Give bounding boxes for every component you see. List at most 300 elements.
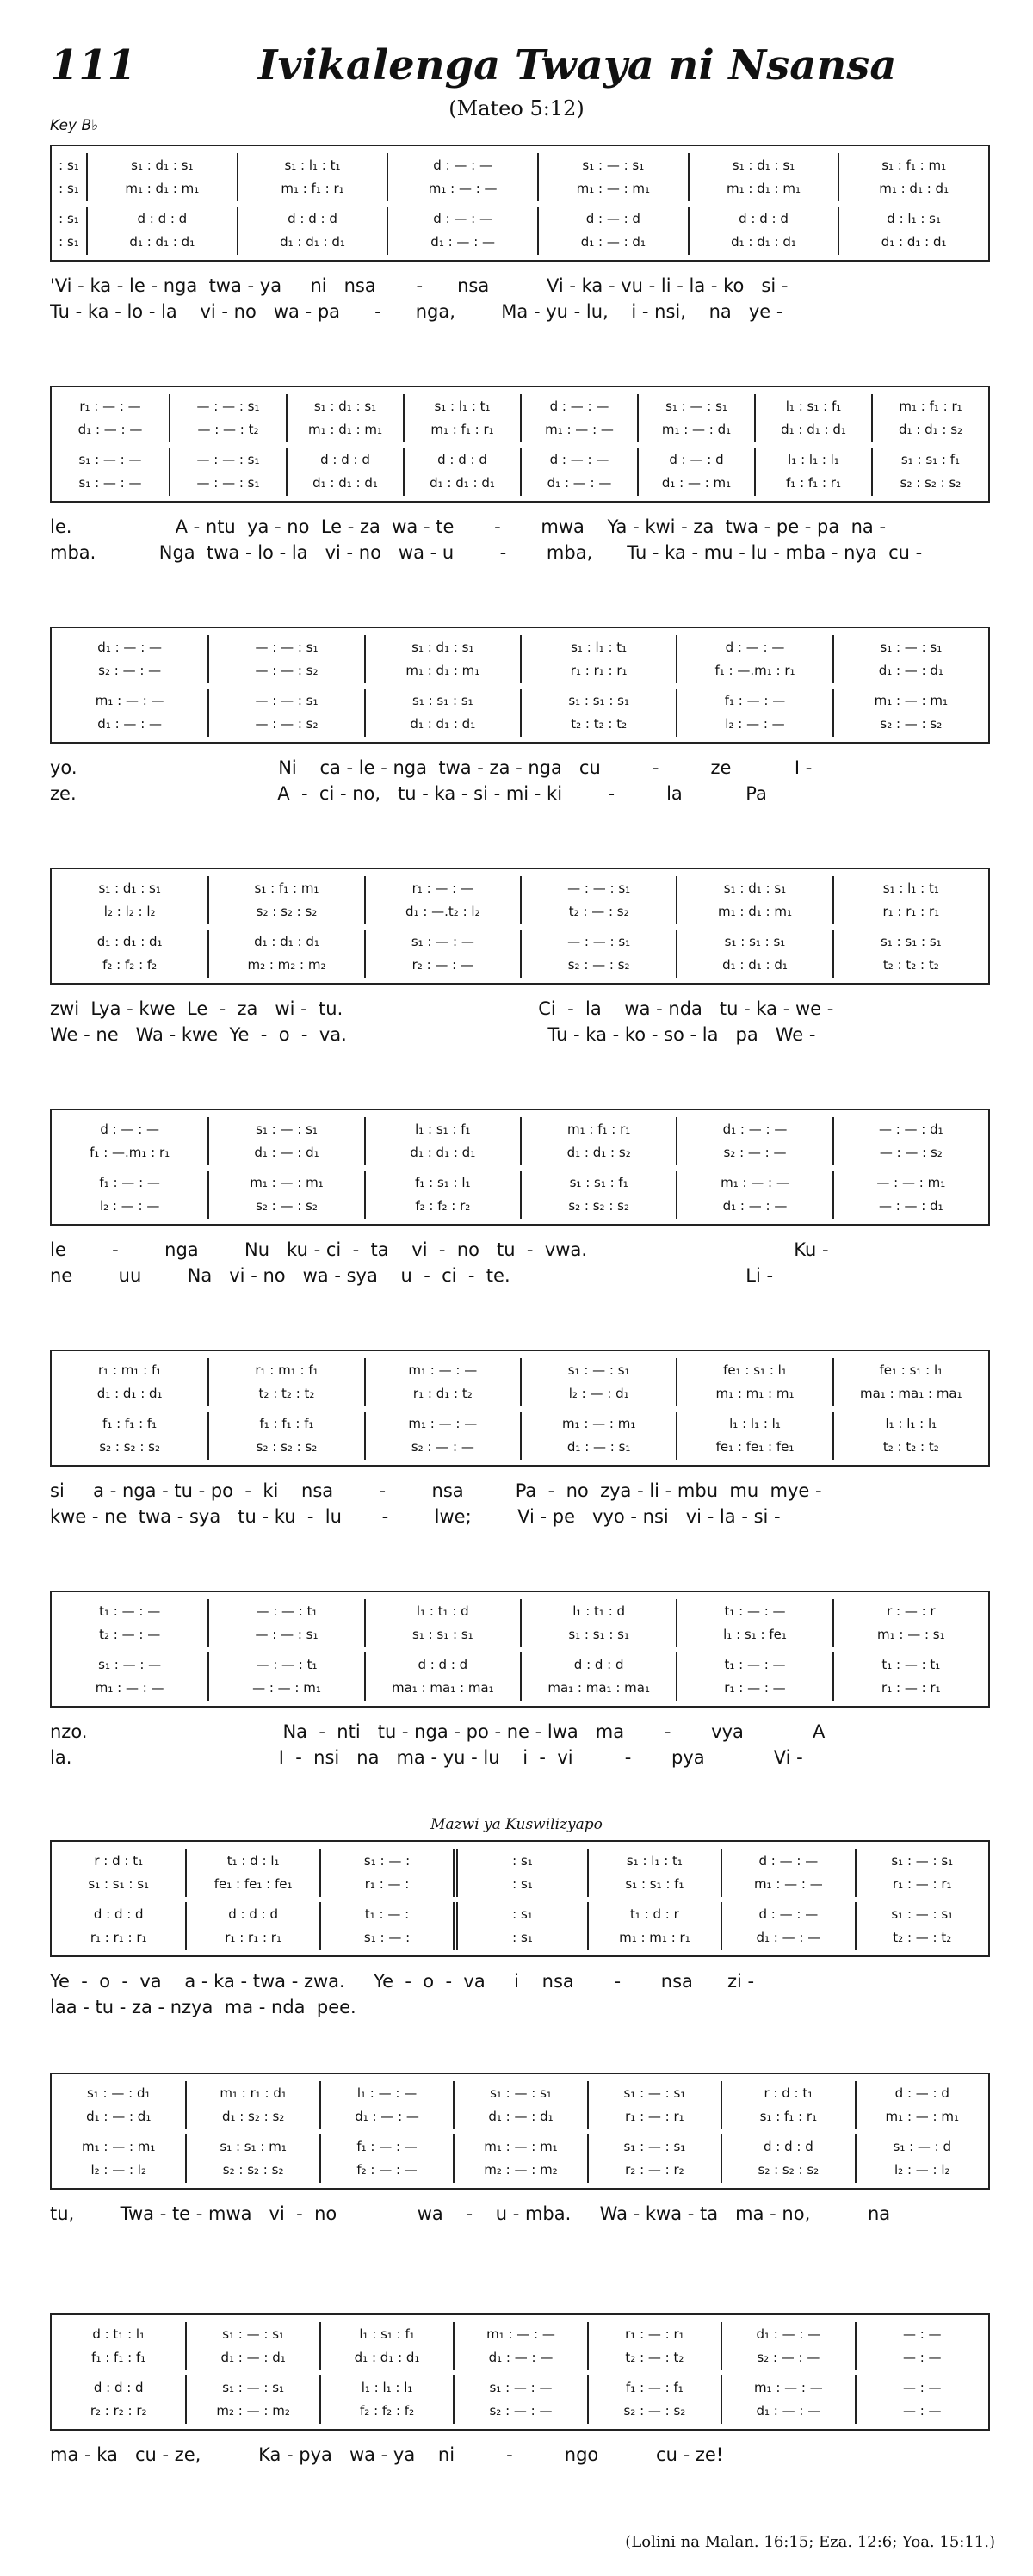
notation-box	[50, 386, 990, 503]
solfa-line-lower: m₁ : — : s₁	[877, 1627, 945, 1642]
measure	[52, 2081, 185, 2129]
solfa-line-upper: s₁ : d₁ : s₁	[723, 880, 787, 896]
solfa-line-lower: d₁ : d₁ : d₁	[881, 234, 947, 250]
lower-staff	[52, 1652, 988, 1701]
measure	[52, 1358, 207, 1406]
measure	[832, 1171, 988, 1219]
measure	[855, 1849, 988, 1897]
solfa-line-upper: d : d : d	[288, 211, 337, 226]
solfa-line-upper: t₁ : — : —	[724, 1657, 786, 1672]
solfa-line-upper: s₁ : f₁ : m₁	[254, 880, 319, 896]
measure	[676, 1117, 832, 1165]
measure	[832, 1117, 988, 1165]
solfa-line-lower: m₁ : m₁ : m₁	[715, 1386, 795, 1401]
solfa-line-lower: m₁ : — : —	[95, 1680, 164, 1696]
measure	[52, 394, 169, 442]
measure	[207, 635, 363, 683]
solfa-line-upper: m₁ : — : m₁	[874, 693, 949, 708]
lyric-verse-1: yo. Ni ca - le - nga twa - za - nga cu - ze I -	[50, 757, 813, 778]
notation-box	[50, 2073, 990, 2190]
solfa-line-lower: s₂ : — : —	[489, 2403, 553, 2418]
solfa-line-lower: l₂ : l₂ : l₂	[103, 904, 156, 919]
lower-staff	[52, 689, 988, 737]
solfa-line-lower: s₁ : s₁ : s₁	[568, 1627, 629, 1642]
solfa-line-upper: — : — : t₁	[256, 1603, 318, 1619]
solfa-line-lower: m₁ : — : m₁	[885, 2109, 959, 2124]
solfa-line-lower: m₁ : f₁ : r₁	[281, 181, 344, 196]
measure	[832, 635, 988, 683]
measure	[52, 1117, 207, 1165]
measure	[520, 930, 676, 978]
measure	[319, 1849, 453, 1897]
solfa-line-lower: r₁ : r₁ : r₁	[90, 1930, 147, 1945]
solfa-line-upper: — : — : s₁	[196, 452, 260, 467]
solfa-line-upper: s₁ : — : d	[893, 2139, 952, 2154]
measure	[587, 2081, 721, 2129]
solfa-line-lower: m₁ : d₁ : m₁	[308, 422, 382, 437]
solfa-line-upper: t₁ : — : —	[99, 1603, 161, 1619]
solfa-line-upper: r : d : t₁	[94, 1853, 144, 1869]
lyric-verse-1: Ye - o - va a - ka - twa - zwa. Ye - o - va i nsa - nsa zi -	[50, 1971, 755, 1992]
solfa-line-lower: t₂ : t₂ : t₂	[571, 716, 628, 732]
measure	[688, 207, 838, 255]
solfa-line-lower: d₁ : — : d₁	[580, 234, 646, 250]
measure	[520, 1171, 676, 1219]
solfa-line-lower: t₂ : t₂ : t₂	[882, 957, 939, 973]
solfa-line-lower: d₁ : d₁ : d₁	[280, 234, 345, 250]
solfa-line-lower: d₁ : — : d₁	[878, 663, 943, 678]
solfa-line-upper: s₁ : — : —	[411, 934, 474, 949]
lower-staff	[52, 1902, 988, 1950]
solfa-line-lower: d₁ : — : —	[756, 1930, 821, 1945]
solfa-line-lower: r₁ : — : r₁	[881, 1680, 941, 1696]
solfa-line-upper: s₁ : — : s₁	[665, 398, 727, 414]
solfa-line-upper: m₁ : — : —	[721, 1175, 789, 1190]
solfa-line-lower: t₂ : — : t₂	[893, 1930, 952, 1945]
solfa-line-lower: s₂ : — : —	[757, 2350, 820, 2365]
solfa-line-upper: r₁ : — : r₁	[625, 2326, 684, 2342]
measure	[832, 1412, 988, 1460]
solfa-line-upper: d : d : d	[93, 1906, 144, 1922]
measure	[207, 1117, 363, 1165]
solfa-line-upper: d : t₁ : l₁	[92, 2326, 145, 2342]
solfa-line-upper: m₁ : — : m₁	[250, 1175, 324, 1190]
solfa-line-lower: fe₁ : fe₁ : fe₁	[213, 1876, 293, 1892]
notation-box	[50, 1591, 990, 1708]
solfa-line-upper: d : d : d	[228, 1906, 278, 1922]
measure	[520, 448, 637, 496]
measure	[52, 1171, 207, 1219]
measure	[364, 876, 520, 924]
solfa-line-upper: m₁ : — : —	[408, 1416, 478, 1431]
measure	[453, 2134, 586, 2183]
solfa-line-lower: — : — : t₂	[197, 422, 259, 437]
notation-box	[50, 1109, 990, 1226]
solfa-line-lower: s₁ : s₁ : f₁	[625, 1876, 684, 1892]
measure	[319, 2081, 453, 2129]
solfa-line-lower: s₁ : — : —	[78, 475, 142, 491]
solfa-line-lower: l₂ : — : l₂	[90, 2162, 146, 2178]
solfa-line-upper: d : — : —	[433, 158, 492, 173]
solfa-line-lower: l₂ : — : —	[725, 716, 785, 732]
measure	[676, 1652, 832, 1701]
solfa-line-upper: s₁ : l₁ : t₁	[571, 639, 628, 655]
measure	[286, 448, 403, 496]
solfa-line-lower: d₁ : d₁ : d₁	[410, 1145, 476, 1160]
solfa-line-upper: s₁ : — : s₁	[891, 1906, 954, 1922]
measure	[207, 1599, 363, 1647]
solfa-line-lower: t₂ : — : —	[99, 1627, 161, 1642]
solfa-line-upper: d : — : —	[758, 1853, 819, 1869]
lyric-verse-1: ma - ka cu - ze, Ka - pya wa - ya ni - ngo cu - ze!	[50, 2444, 724, 2465]
measure	[520, 635, 676, 683]
solfa-line-upper: s₁ : — : s₁	[222, 2380, 285, 2395]
solfa-line-lower: f₂ : f₂ : r₂	[415, 1198, 471, 1214]
solfa-line-upper: — : — : s₁	[567, 880, 631, 896]
measure	[838, 153, 988, 201]
solfa-line-upper: s₁ : s₁ : s₁	[880, 934, 942, 949]
solfa-line-lower: d₁ : d₁ : d₁	[731, 234, 796, 250]
solfa-line-lower: r₁ : d₁ : t₂	[412, 1386, 473, 1401]
measure	[364, 635, 520, 683]
solfa-line-lower: d₁ : — : —	[756, 2403, 821, 2418]
measure	[832, 1599, 988, 1647]
measure	[169, 448, 286, 496]
lyric-verse-1: le - nga Nu ku - ci - ta vi - no tu - vwa. Ku -	[50, 1239, 829, 1260]
measure	[855, 2081, 988, 2129]
measure	[855, 2134, 988, 2183]
solfa-line-upper: r₁ : — : —	[411, 880, 473, 896]
measure	[637, 394, 754, 442]
solfa-line-upper: s₁ : d₁ : s₁	[411, 639, 474, 655]
solfa-line-upper: fe₁ : s₁ : l₁	[723, 1362, 787, 1378]
solfa-line-upper: s₁ : — : s₁	[567, 1362, 630, 1378]
measure	[52, 1652, 207, 1701]
measure	[520, 1652, 676, 1701]
solfa-line-upper: f₁ : — : —	[99, 1175, 160, 1190]
solfa-line-upper: d : — : —	[758, 1906, 819, 1922]
solfa-line-upper: d : l₁ : s₁	[887, 211, 942, 226]
solfa-line-upper: s₁ : d₁ : s₁	[98, 880, 161, 896]
solfa-line-lower: r₁ : — : —	[724, 1680, 786, 1696]
solfa-line-upper: m₁ : — : —	[408, 1362, 478, 1378]
solfa-line-lower: l₂ : — : d₁	[568, 1386, 629, 1401]
solfa-line-upper: f₁ : s₁ : l₁	[415, 1175, 471, 1190]
measure	[52, 2375, 185, 2424]
measure	[871, 448, 988, 496]
solfa-line-lower: m₁ : m₁ : r₁	[619, 1930, 690, 1945]
measure	[207, 689, 363, 737]
solfa-line-lower: m₂ : m₂ : m₂	[247, 957, 326, 973]
solfa-line-upper: d : — : —	[433, 211, 492, 226]
solfa-line-lower: f₂ : f₂ : f₂	[360, 2403, 415, 2418]
measure	[52, 876, 207, 924]
solfa-line-upper: : s₁	[512, 1906, 533, 1922]
measure	[185, 2375, 319, 2424]
solfa-line-lower: d₁ : — : d₁	[220, 2350, 286, 2365]
measure	[520, 1117, 676, 1165]
measure	[676, 1599, 832, 1647]
solfa-line-lower: r₁ : — : r₁	[893, 1876, 952, 1892]
solfa-line-upper: s₁ : l₁ : t₁	[434, 398, 491, 414]
lyric-verse-2: la. I - nsi na ma - yu - lu i - vi - pya Vi -	[50, 1747, 803, 1768]
measure	[520, 1358, 676, 1406]
solfa-line-lower: — : —	[902, 2350, 942, 2365]
solfa-line-lower: r₂ : — : r₂	[625, 2162, 684, 2178]
solfa-line-upper: t₁ : d : r	[630, 1906, 679, 1922]
scripture-reference: (Mateo 5:12)	[448, 96, 585, 120]
upper-staff	[52, 635, 988, 683]
solfa-line-lower: f₂ : f₂ : f₂	[102, 957, 158, 973]
solfa-line-upper: — : — : m₁	[876, 1175, 946, 1190]
solfa-line-upper: r : d : t₁	[764, 2085, 813, 2101]
measure	[871, 394, 988, 442]
solfa-line-lower: r₁ : — : r₁	[625, 2109, 684, 2124]
solfa-line-upper: s₁ : d₁ : s₁	[732, 158, 795, 173]
measure	[86, 153, 237, 201]
solfa-line-lower: s₂ : s₂ : s₂	[256, 1439, 318, 1455]
solfa-line-lower: f₂ : — : —	[356, 2162, 418, 2178]
solfa-line-upper: s₁ : s₁ : s₁	[568, 693, 629, 708]
measure	[207, 1171, 363, 1219]
measure	[832, 1358, 988, 1406]
solfa-line-lower: s₂ : s₂ : s₂	[758, 2162, 820, 2178]
solfa-line-lower: f₁ : f₁ : r₁	[786, 475, 841, 491]
upper-staff	[52, 1599, 988, 1647]
solfa-line-lower: : s₁	[59, 234, 79, 250]
solfa-line-upper: t₁ : — : t₁	[881, 1657, 941, 1672]
solfa-line-upper: t₁ : — :	[364, 1906, 410, 1922]
solfa-line-lower: s₁ : — :	[363, 1930, 411, 1945]
solfa-line-upper: : s₁	[59, 211, 79, 226]
solfa-line-lower: s₂ : s₂ : s₂	[99, 1439, 160, 1455]
solfa-line-upper: l₁ : s₁ : f₁	[785, 398, 842, 414]
solfa-line-upper: — : — : d₁	[878, 1121, 943, 1137]
solfa-line-lower: s₂ : s₂ : s₂	[900, 475, 962, 491]
solfa-line-lower: — : — : s₁	[255, 1627, 319, 1642]
measure	[364, 1358, 520, 1406]
solfa-line-upper: m₁ : — : m₁	[484, 2139, 558, 2154]
solfa-line-upper: fe₁ : s₁ : l₁	[879, 1362, 943, 1378]
solfa-line-upper: s₁ : s₁ : m₁	[220, 2139, 287, 2154]
measure	[520, 689, 676, 737]
solfa-line-upper: m₁ : — : m₁	[561, 1416, 636, 1431]
lower-staff	[52, 1171, 988, 1219]
lower-staff	[52, 207, 988, 255]
solfa-line-upper: d₁ : — : —	[97, 639, 163, 655]
solfa-line-upper: s₁ : — : s₁	[880, 639, 943, 655]
solfa-line-upper: r₁ : m₁ : f₁	[255, 1362, 319, 1378]
measure	[453, 2081, 586, 2129]
measure	[453, 2322, 586, 2370]
measure	[855, 2322, 988, 2370]
measure	[364, 1412, 520, 1460]
solfa-line-upper: d : d : d	[763, 2139, 813, 2154]
measure	[364, 1599, 520, 1647]
measure	[520, 876, 676, 924]
solfa-line-lower: m₁ : f₁ : r₁	[430, 422, 494, 437]
solfa-line-lower: m₁ : — : —	[753, 1876, 823, 1892]
solfa-line-upper: m₁ : r₁ : d₁	[220, 2085, 287, 2101]
solfa-line-upper: — : — : s₁	[255, 693, 319, 708]
lyric-verse-1: le. A - ntu ya - no Le - za wa - te - mwa Ya - kwi - za twa - pe - pa na -	[50, 516, 887, 537]
lyric-verse-2	[50, 2468, 990, 2493]
measure	[676, 689, 832, 737]
measure	[319, 2375, 453, 2424]
solfa-line-upper: s₁ : — : —	[489, 2380, 553, 2395]
solfa-line-upper: s₁ : s₁ : f₁	[900, 452, 961, 467]
solfa-line-lower: r₁ : r₁ : r₁	[882, 904, 940, 919]
solfa-line-upper: d : — : d	[669, 452, 724, 467]
solfa-line-lower: d₁ : — : —	[355, 2109, 419, 2124]
upper-staff	[52, 2081, 988, 2129]
solfa-line-lower: s₁ : f₁ : r₁	[759, 2109, 818, 2124]
solfa-line-lower: d₁ : —.t₂ : l₂	[405, 904, 480, 919]
lower-staff	[52, 2375, 988, 2424]
solfa-line-upper: d₁ : — : —	[756, 2326, 821, 2342]
upper-staff	[52, 1117, 988, 1165]
solfa-line-lower: t₂ : t₂ : t₂	[258, 1386, 315, 1401]
lyric-verse-2	[50, 2227, 990, 2252]
upper-staff	[52, 394, 988, 442]
solfa-line-lower: t₂ : t₂ : t₂	[882, 1439, 939, 1455]
measure	[453, 1849, 586, 1897]
measure	[52, 2322, 185, 2370]
measure	[587, 2375, 721, 2424]
solfa-line-lower: d₁ : d₁ : d₁	[354, 2350, 420, 2365]
measure	[364, 930, 520, 978]
solfa-line-lower: — : — : s₁	[196, 475, 260, 491]
solfa-line-upper: d₁ : d₁ : d₁	[254, 934, 319, 949]
solfa-line-upper: m₁ : — : m₁	[81, 2139, 156, 2154]
measure	[207, 876, 363, 924]
measure	[832, 689, 988, 737]
solfa-line-lower: m₁ : d₁ : d₁	[879, 181, 949, 196]
solfa-line-upper: s₁ : — : s₁	[623, 2085, 686, 2101]
measure	[207, 1652, 363, 1701]
measure	[676, 1358, 832, 1406]
solfa-line-lower: d₁ : d₁ : d₁	[129, 234, 195, 250]
measure	[319, 1902, 453, 1950]
solfa-line-upper: s₁ : — : s₁	[582, 158, 645, 173]
measure	[721, 2134, 854, 2183]
lyric-verse-2: kwe - ne twa - sya tu - ku - lu - lwe; Vi - pe vyo - nsi vi - la - si -	[50, 1506, 781, 1527]
solfa-line-upper: — : —	[902, 2380, 942, 2395]
solfa-line-upper: s₁ : l₁ : t₁	[284, 158, 341, 173]
solfa-line-lower: d₁ : — : —	[488, 2350, 554, 2365]
solfa-line-upper: d : d : d	[739, 211, 789, 226]
measure	[676, 930, 832, 978]
solfa-line-upper: d : — : —	[100, 1121, 160, 1137]
solfa-line-lower: m₁ : — : —	[545, 422, 614, 437]
solfa-line-upper: s₁ : s₁ : s₁	[411, 693, 473, 708]
measure	[676, 635, 832, 683]
solfa-line-upper: d : — : —	[549, 452, 609, 467]
solfa-line-upper: l₁ : l₁ : l₁	[729, 1416, 781, 1431]
measure	[237, 153, 387, 201]
solfa-line-lower: — : — : s₂	[255, 663, 319, 678]
solfa-line-upper: r₁ : m₁ : f₁	[98, 1362, 162, 1378]
solfa-line-lower: d₁ : d₁ : d₁	[430, 475, 495, 491]
key-signature: Key B♭	[50, 117, 99, 134]
solfa-line-lower: m₁ : d₁ : m₁	[125, 181, 200, 196]
solfa-line-lower: ma₁ : ma₁ : ma₁	[547, 1680, 650, 1696]
measure	[52, 1902, 185, 1950]
solfa-line-upper: s₁ : — : d₁	[86, 2085, 151, 2101]
solfa-line-lower: m₁ : d₁ : m₁	[718, 904, 792, 919]
solfa-line-upper: m₁ : — : —	[486, 2326, 555, 2342]
lower-staff	[52, 930, 988, 978]
solfa-line-upper: m₁ : — : —	[95, 693, 164, 708]
measure	[185, 2081, 319, 2129]
lyric-verse-2: We - ne Wa - kwe Ye - o - va. Tu - ka - ko - so - la pa We -	[50, 1024, 816, 1045]
measure	[207, 930, 363, 978]
solfa-line-upper: s₁ : — :	[363, 1853, 411, 1869]
measure	[403, 448, 520, 496]
measure	[364, 1652, 520, 1701]
lower-staff	[52, 448, 988, 496]
measure	[676, 1171, 832, 1219]
solfa-line-upper: s₁ : — : —	[78, 452, 142, 467]
measure	[207, 1358, 363, 1406]
solfa-line-lower: t₂ : — : s₂	[568, 904, 629, 919]
solfa-line-upper: — : — : t₁	[256, 1657, 318, 1672]
upper-staff	[52, 153, 988, 201]
measure	[520, 1412, 676, 1460]
solfa-line-upper: t₁ : d : l₁	[226, 1853, 280, 1869]
lyric-verse-2: mba. Nga twa - lo - la vi - no wa - u - mba, Tu - ka - mu - lu - mba - nya cu -	[50, 542, 923, 563]
solfa-line-lower: l₂ : — : l₂	[894, 2162, 950, 2178]
solfa-line-lower: f₁ : —.m₁ : r₁	[90, 1145, 170, 1160]
solfa-line-upper: s₁ : — : s₁	[490, 2085, 552, 2101]
measure	[52, 930, 207, 978]
solfa-line-lower: m₂ : — : m₂	[484, 2162, 558, 2178]
measure	[185, 1902, 319, 1950]
solfa-line-lower: : s₁	[512, 1930, 533, 1945]
measure	[832, 1652, 988, 1701]
notation-box	[50, 145, 990, 262]
measure	[52, 1849, 185, 1897]
measure	[86, 207, 237, 255]
solfa-line-lower: fe₁ : fe₁ : fe₁	[715, 1439, 795, 1455]
solfa-line-lower: d₁ : — : —	[430, 234, 496, 250]
measure	[838, 207, 988, 255]
solfa-line-lower: s₂ : s₂ : s₂	[568, 1198, 629, 1214]
solfa-line-lower: s₂ : — : s₂	[880, 716, 943, 732]
solfa-line-upper: d : d : d	[320, 452, 370, 467]
solfa-line-upper: d : d : d	[93, 2380, 144, 2395]
solfa-line-lower: m₂ : — : m₂	[216, 2403, 290, 2418]
solfa-line-lower: s₂ : s₂ : s₂	[256, 904, 318, 919]
solfa-line-upper: s₁ : f₁ : m₁	[881, 158, 947, 173]
measure	[832, 930, 988, 978]
solfa-line-upper: s₁ : — : s₁	[623, 2139, 686, 2154]
solfa-line-upper: d₁ : — : —	[722, 1121, 788, 1137]
solfa-line-lower: s₂ : — : —	[98, 663, 162, 678]
measure	[676, 1412, 832, 1460]
solfa-line-lower: : s₁	[59, 181, 79, 196]
footer-references: (Lolini na Malan. 16:15; Eza. 12:6; Yoa. 15:11.)	[625, 2533, 995, 2551]
measure	[169, 394, 286, 442]
solfa-line-upper: — : —	[902, 2326, 942, 2342]
solfa-line-lower: m₁ : — : d₁	[661, 422, 732, 437]
solfa-line-upper: f₁ : — : f₁	[626, 2380, 684, 2395]
solfa-line-upper: l₁ : l₁ : l₁	[361, 2380, 413, 2395]
measure	[754, 448, 871, 496]
solfa-line-lower: s₂ : — : s₂	[567, 957, 630, 973]
lower-staff	[52, 2134, 988, 2183]
measure	[537, 207, 688, 255]
